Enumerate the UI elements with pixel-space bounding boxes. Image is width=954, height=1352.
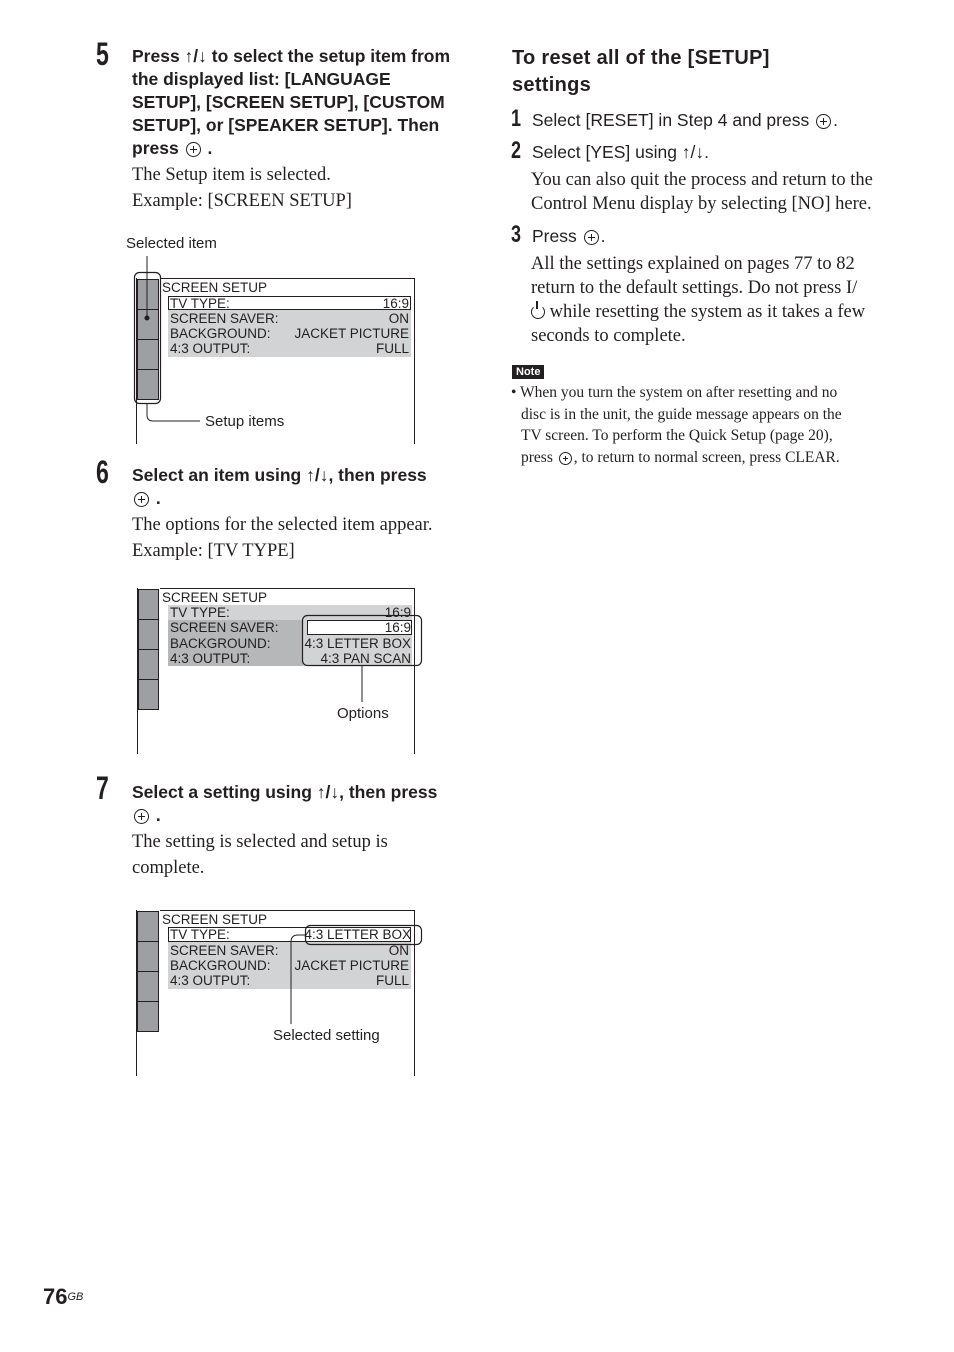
setup-items-label: Setup items — [205, 413, 285, 430]
step5-heading-line: press . — [132, 138, 213, 158]
osd-row-name: 4:3 OUTPUT: — [170, 341, 251, 356]
note-line: • When you turn the system on after resetting and no — [511, 384, 838, 401]
note-text — [511, 382, 842, 468]
options-label: Options — [337, 705, 389, 722]
page-number-suffix: GB — [67, 1291, 84, 1303]
osd-option: 16:9 — [384, 620, 411, 635]
step5-heading-line: SETUP], [SCREEN SETUP], [CUSTOM — [132, 92, 445, 112]
reset-step-number-1: 1 — [511, 105, 522, 132]
note-line-end: , to return to normal screen, press CLEAR. — [573, 448, 840, 466]
step5-body-line: Example: [SCREEN SETUP] — [132, 191, 352, 211]
reset-step-number-3: 3 — [511, 221, 522, 248]
osd-row-value: JACKET PICTURE — [294, 326, 409, 341]
note-line: disc is in the unit, the guide message appears on the — [521, 405, 842, 423]
step-number-6: 6 — [96, 454, 109, 490]
step5-heading-line: Press ↑/↓ to select the setup item from — [132, 46, 451, 66]
osd-row-name: SCREEN SAVER: — [170, 620, 279, 635]
osd-row-value: ON — [388, 311, 409, 326]
reset-step2-body — [531, 168, 873, 216]
reset-title-line: To reset all of the [SETUP] — [512, 47, 770, 69]
enter-icon — [816, 114, 831, 129]
osd-row-name: BACKGROUND: — [170, 958, 271, 973]
step6-heading-line: . — [132, 487, 472, 510]
reset-step3-body-line — [531, 300, 865, 324]
step5-press-text: press — [132, 138, 179, 158]
step5-heading-line: the displayed list: [LANGUAGE — [132, 69, 391, 89]
reset-step2-body-line: You can also quit the process and return to the — [531, 170, 873, 190]
step5-heading-line: SETUP], or [SPEAKER SETUP]. Then — [132, 115, 440, 135]
power-icon — [531, 305, 545, 319]
step6-body-line: The options for the selected item appear. — [132, 515, 433, 535]
step7-body-line: The setting is selected and setup is — [132, 832, 388, 852]
osd-row-name: SCREEN SAVER: — [170, 311, 279, 326]
osd-row-name: 4:3 OUTPUT: — [170, 651, 251, 666]
reset-step3-body — [531, 252, 865, 348]
osd-row-name: BACKGROUND: — [170, 326, 271, 341]
step7-body-line: complete. — [132, 858, 205, 878]
osd-row-name: SCREEN SAVER: — [170, 943, 279, 958]
osd-row-value: 16:9 — [384, 605, 411, 620]
reset-step1-label: Select [RESET] in Step 4 and press — [532, 110, 810, 130]
reset-step3-label: Press — [532, 226, 577, 246]
osd-row-name: TV TYPE: — [170, 296, 230, 311]
reset-step2-body-line: Control Menu display by selecting [NO] here. — [531, 194, 872, 214]
page-number — [43, 1284, 83, 1310]
osd-row-value: FULL — [375, 973, 409, 988]
osd-row-name: 4:3 OUTPUT: — [170, 973, 251, 988]
osd-row-value: ON — [388, 943, 409, 958]
note-line: TV screen. To perform the Quick Setup (page 20), — [521, 427, 833, 444]
reset-step3-text: Press . — [532, 226, 606, 246]
reset-step3-body-line: All the settings explained on pages 77 to 82 — [531, 254, 855, 274]
enter-icon — [584, 230, 599, 245]
osd-row-name: TV TYPE: — [170, 605, 230, 620]
selected-setting-label: Selected setting — [273, 1027, 380, 1044]
reset-step2-text: Select [YES] using ↑/↓. — [532, 142, 710, 162]
reset-title-line: settings — [512, 74, 592, 96]
osd-option: 4:3 LETTER BOX — [304, 636, 411, 651]
enter-icon — [559, 452, 572, 465]
page-number-value: 76 — [43, 1284, 68, 1309]
note-line — [511, 447, 842, 469]
osd-title: SCREEN SETUP — [162, 590, 268, 605]
note-press-text: press — [521, 448, 553, 466]
osd-option: 4:3 PAN SCAN — [320, 651, 411, 666]
step6-heading-line: Select an item using ↑/↓, then press — [132, 465, 427, 485]
reset-step3-body-line: seconds to complete. — [531, 326, 686, 346]
reset-step3-body-line: return to the default settings. Do not press I/ — [531, 278, 858, 298]
osd-row-name: TV TYPE: — [170, 927, 230, 942]
reset-step-number-2: 2 — [511, 137, 522, 164]
osd-row-value: 16:9 — [382, 296, 409, 311]
osd-title: SCREEN SETUP — [162, 280, 268, 295]
osd-row-value: 4:3 LETTER BOX — [304, 927, 411, 942]
reset-step1-text: Select [RESET] in Step 4 and press . — [532, 110, 838, 130]
step-number-7: 7 — [96, 770, 109, 806]
step7-heading-line: Select a setting using ↑/↓, then press — [132, 782, 438, 802]
selected-item-label: Selected item — [126, 235, 217, 252]
step5-body-line: The Setup item is selected. — [132, 165, 331, 185]
note-badge: Note — [512, 365, 544, 379]
step7-heading-line: . — [132, 804, 472, 827]
step-number-5: 5 — [96, 36, 109, 72]
osd-row-value: FULL — [375, 341, 409, 356]
step6-body-line: Example: [TV TYPE] — [132, 541, 295, 561]
reset-step3-body-text: while resetting the system as it takes a few — [549, 302, 866, 322]
osd-title: SCREEN SETUP — [162, 912, 268, 927]
osd-row-name: BACKGROUND: — [170, 636, 271, 651]
reset-section-title — [512, 45, 770, 99]
osd-row-value: JACKET PICTURE — [294, 958, 409, 973]
